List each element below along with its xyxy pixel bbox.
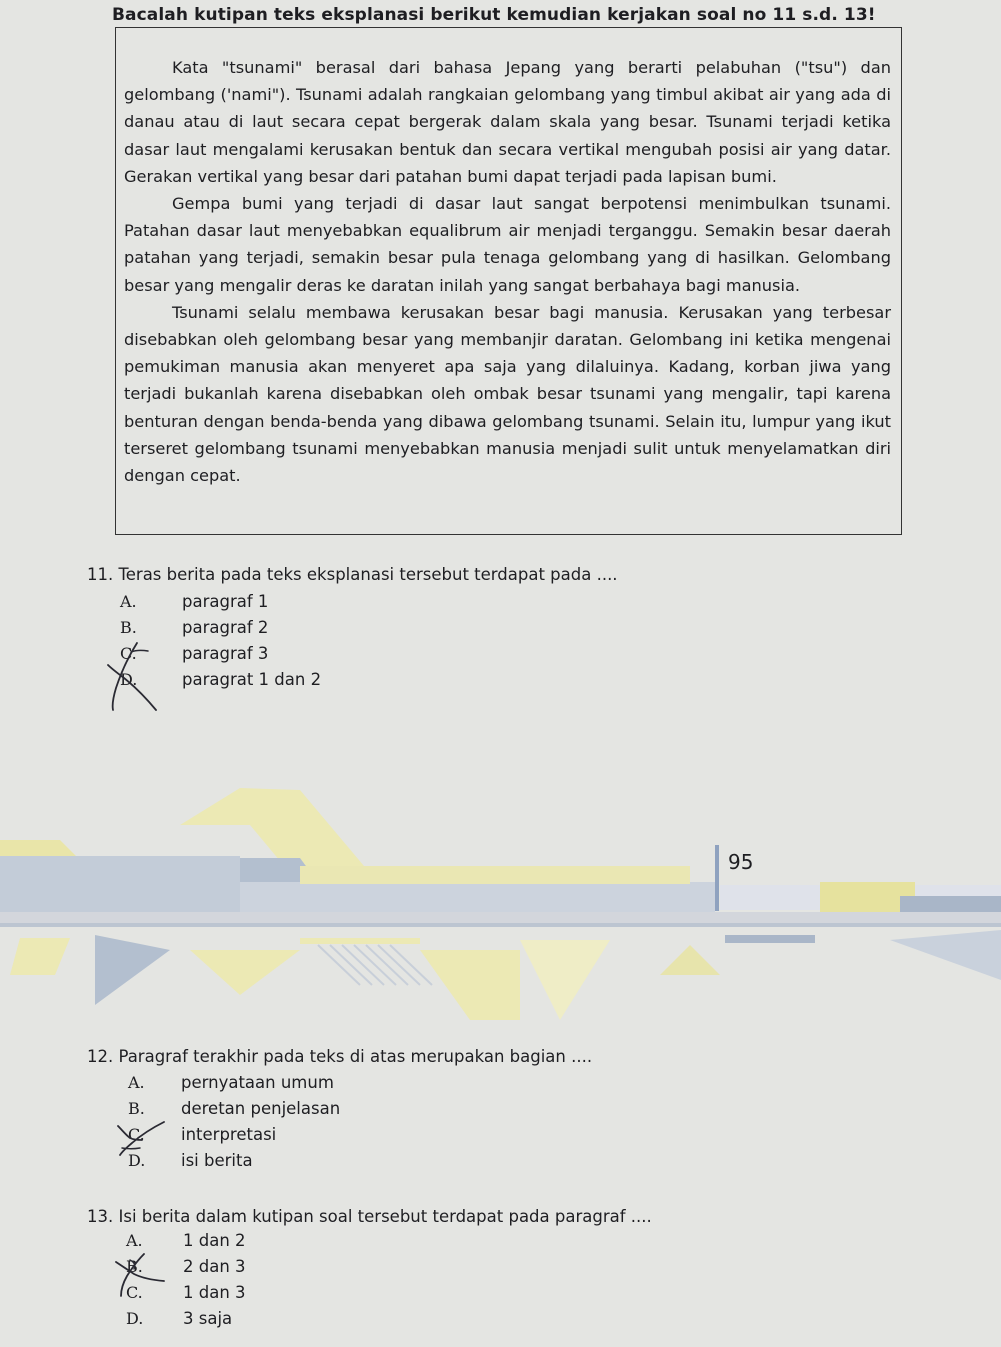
q13-option-b[interactable]: [126, 1254, 526, 1280]
decorative-background-band: [0, 770, 1001, 1020]
option-text: isi berita: [181, 1151, 253, 1170]
paragraph-1: Kata "tsunami" berasal dari bahasa Jepang yang berarti pelabuhan ("tsu") dan gelombang ('nami"). Tsunami adalah rangkaian gelombang yang timbul akibat air yang ada di danau atau di laut secara cepat bergerak dalam skala yang besar. Tsunami terjadi ketika dasar laut mengalami kerusakan bentuk dan secara vertikal mengubah posisi air yang datar. Gerakan vertikal yang besar dari patahan bumi dapat terjadi pada lapisan bumi.: [124, 58, 891, 186]
q11-option-b[interactable]: [120, 615, 520, 641]
option-letter: B.: [128, 1099, 145, 1118]
option-letter: D.: [126, 1309, 144, 1328]
option-letter: C.: [128, 1125, 145, 1144]
option-text: paragraf 2: [182, 618, 269, 637]
question-12: 12. Paragraf terakhir pada teks di atas merupakan bagian ....: [87, 1047, 593, 1066]
option-letter: B.: [126, 1257, 143, 1276]
explanation-text-box: [115, 27, 902, 535]
q13-option-d[interactable]: [126, 1306, 526, 1332]
option-letter: C.: [126, 1283, 143, 1302]
option-text: pernyataan umum: [181, 1073, 334, 1092]
instruction-heading: Bacalah kutipan teks eksplanasi berikut kemudian kerjakan soal no 11 s.d. 13!: [112, 5, 876, 25]
option-letter: B.: [120, 618, 137, 637]
option-text: paragraf 1: [182, 592, 269, 611]
q11-option-a[interactable]: [120, 589, 520, 615]
q12-option-b[interactable]: [128, 1096, 528, 1122]
page-number: 95: [728, 850, 754, 874]
q13-option-a[interactable]: [126, 1228, 526, 1254]
question-12-options: [128, 1070, 528, 1174]
q11-option-d[interactable]: [120, 667, 520, 693]
question-13: 13. Isi berita dalam kutipan soal tersebut terdapat pada paragraf ....: [87, 1207, 652, 1226]
option-text: deretan penjelasan: [181, 1099, 341, 1118]
q12-option-d[interactable]: [128, 1148, 528, 1174]
option-letter: A.: [128, 1073, 145, 1092]
option-text: paragraf 3: [182, 644, 269, 663]
question-13-options: [126, 1228, 526, 1332]
option-letter: C.: [120, 644, 137, 663]
option-text: paragrat 1 dan 2: [182, 670, 322, 689]
question-11: 11. Teras berita pada teks eksplanasi tersebut terdapat pada ....: [87, 565, 618, 584]
q11-option-c[interactable]: [120, 641, 520, 667]
option-text: 1 dan 2: [183, 1231, 246, 1250]
option-letter: A.: [126, 1231, 143, 1250]
option-text: 1 dan 3: [183, 1283, 246, 1302]
option-text: 3 saja: [183, 1309, 233, 1328]
page-number-divider: [715, 845, 719, 911]
q13-option-c[interactable]: [126, 1280, 526, 1306]
option-text: interpretasi: [181, 1125, 277, 1144]
option-letter: D.: [120, 670, 138, 689]
paragraph-3: Tsunami selalu membawa kerusakan besar bagi manusia. Kerusakan yang terbesar disebabkan oleh gelombang besar yang membanjir daratan. Gelombang ini ketika mengenai pemukiman manusia akan menyeret apa saja yang dilaluinya. Kadang, korban jiwa yang terjadi bukanlah karena disebabkan oleh ombak besar tsunami yang mengalir, tapi karena benturan dengan benda-benda yang dibawa gelombang tsunami. Selain itu, lumpur yang ikut terseret gelombang tsunami menyebabkan manusia menjadi sulit untuk menyelamatkan diri dengan cepat.: [124, 302, 891, 486]
option-letter: A.: [120, 592, 137, 611]
paragraph-2: Gempa bumi yang terjadi di dasar laut sangat berpotensi menimbulkan tsunami. Patahan dasar laut menyebabkan equalibrum air menjadi terganggu. Semakin besar daerah patahan yang terjadi, semakin besar pula tenaga gelombang yang di hasilkan. Gelombang besar yang mengalir deras ke daratan inilah yang sangat berbahaya bagi manusia.: [124, 194, 891, 295]
option-letter: D.: [128, 1151, 146, 1170]
question-11-options: [120, 589, 520, 693]
q12-option-c[interactable]: [128, 1122, 528, 1148]
q12-option-a[interactable]: [128, 1070, 528, 1096]
option-text: 2 dan 3: [183, 1257, 246, 1276]
